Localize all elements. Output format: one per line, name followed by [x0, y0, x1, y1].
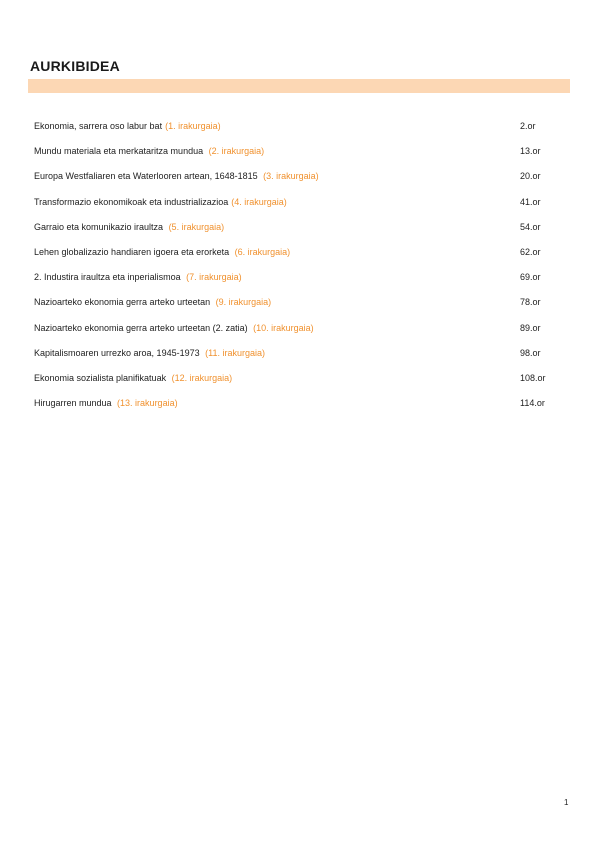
page-number: 1 — [564, 798, 569, 807]
toc-entry-10[interactable] — [34, 344, 554, 369]
toc-entry-page: 20.or — [520, 171, 541, 182]
toc-entry-7[interactable] — [34, 268, 554, 293]
toc-entry-reading-tag[interactable]: (1. irakurgaia) — [165, 121, 221, 131]
table-of-contents — [34, 117, 554, 419]
toc-entry-reading-tag[interactable]: (12. irakurgaia) — [171, 372, 233, 383]
toc-entry-page: 2.or — [520, 121, 536, 131]
toc-entry-2[interactable] — [34, 142, 554, 167]
toc-entry-page: 78.or — [520, 297, 541, 308]
toc-entry-reading-tag[interactable]: (5. irakurgaia) — [168, 221, 225, 232]
toc-entry-reading-tag[interactable]: (6. irakurgaia) — [234, 246, 291, 257]
toc-entry-reading-tag[interactable]: (2. irakurgaia) — [208, 146, 265, 157]
toc-entry-page: 41.or — [520, 196, 541, 207]
toc-entry-reading-tag[interactable]: (4. irakurgaia) — [231, 196, 287, 207]
toc-entry-page: 89.or — [520, 322, 541, 333]
toc-entry-title: Nazioarteko ekonomia gerra arteko urteetan (2. zatia) — [34, 322, 251, 333]
toc-entry-5[interactable] — [34, 218, 554, 243]
toc-entry-reading-tag[interactable]: (9. irakurgaia) — [215, 297, 272, 308]
toc-entry-page: 114.or — [520, 398, 545, 409]
heading-accent-bar — [28, 79, 570, 93]
toc-entry-4[interactable] — [34, 193, 554, 218]
toc-entry-reading-tag[interactable]: (10. irakurgaia) — [253, 322, 314, 333]
toc-entry-title: 2. Industira iraultza eta inperialismoa — [34, 272, 184, 283]
toc-entry-title: Nazioarteko ekonomia gerra arteko urteetan — [34, 297, 213, 308]
toc-entry-page: 54.or — [520, 221, 541, 232]
toc-entry-title: Lehen globalizazio handiaren igoera eta erorketa — [34, 246, 232, 257]
toc-entry-11[interactable] — [34, 369, 554, 394]
toc-entry-title: Kapitalismoaren urrezko aroa, 1945-1973 — [34, 347, 203, 358]
toc-entry-12[interactable] — [34, 394, 554, 419]
toc-entry-8[interactable] — [34, 293, 554, 318]
toc-entry-page: 98.or — [520, 347, 541, 358]
toc-entry-page: 69.or — [520, 272, 541, 283]
toc-entry-title: Ekonomia, sarrera oso labur bat — [34, 121, 163, 131]
toc-entry-title: Hirugarren mundua — [34, 398, 115, 409]
toc-entry-reading-tag[interactable]: (3. irakurgaia) — [263, 171, 319, 182]
toc-entry-9[interactable] — [34, 319, 554, 344]
toc-entry-3[interactable] — [34, 167, 554, 192]
toc-entry-page: 108.or — [520, 372, 546, 383]
toc-entry-page: 13.or — [520, 146, 541, 157]
toc-entry-title: Mundu materiala eta merkataritza mundua — [34, 146, 206, 157]
toc-entry-6[interactable] — [34, 243, 554, 268]
toc-entry-title: Garraio eta komunikazio iraultza — [34, 221, 166, 232]
toc-entry-title: Transformazio ekonomikoak eta industrializazioa — [34, 196, 229, 207]
toc-entry-reading-tag[interactable]: (11. irakurgaia) — [205, 347, 265, 358]
toc-entry-title: Ekonomia sozialista planifikatuak — [34, 372, 169, 383]
toc-entry-1[interactable] — [34, 117, 554, 142]
toc-entry-reading-tag[interactable]: (13. irakurgaia) — [117, 398, 178, 409]
toc-entry-reading-tag[interactable]: (7. irakurgaia) — [186, 272, 242, 283]
toc-entry-page: 62.or — [520, 246, 541, 257]
toc-entry-title: Europa Westfaliaren eta Waterlooren artean, 1648-1815 — [34, 171, 261, 182]
page-title: AURKIBIDEA — [30, 58, 120, 74]
